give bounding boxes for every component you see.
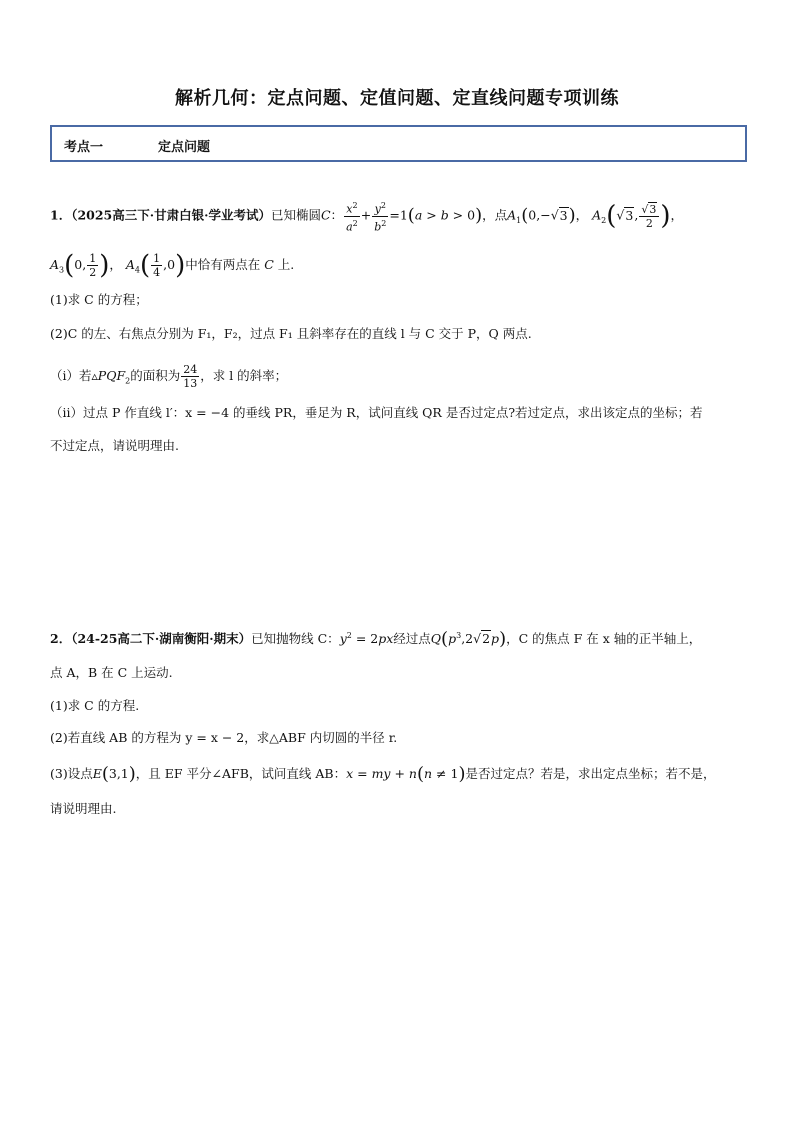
q1-var: C [320, 207, 331, 223]
q1-line1: 1．（2025高三下·甘肃白银·学业考试）已知椭圆C： $\frac{x^2}{a^2}$ + $\frac{y^2}{b^2}$ =1(a > b > 0)，点$A_1(0,-√3)$， $A_2(√3$, $\frac{√3}{2}$ )， [50, 201, 684, 234]
frac-1-4: $\frac{1}{4}$ [153, 252, 161, 279]
q1-sub-ii-line1: （ii）过点 P 作直线 l′：x = −4 的垂线 PR，垂足为 R，试问直线 QR 是否过定点?若过定点，求出该定点的坐标；若 [50, 405, 703, 420]
section-name: 定点问题 [158, 140, 211, 155]
q1-part1: (1)求 C 的方程； [50, 292, 148, 307]
q1-sub-i-pre: （i）若 [50, 368, 92, 383]
q2-number: 2． [50, 631, 72, 647]
q2-line1-tail: ，C 的焦点 F 在 x 轴的正半轴上， [506, 631, 702, 647]
q1-source: （2025高三下·甘肃白银·学业考试） [71, 207, 271, 223]
frac-1-2: $\frac{1}{2}$ [89, 252, 97, 279]
frac-x2-a2: $\frac{x^2}{a^2}$ [346, 201, 358, 234]
q2-source: （24-25高二下·湖南衡阳·期末） [71, 631, 252, 647]
q2-part3-mid: ，且 EF 平分∠AFB，试问直线 AB： [135, 766, 347, 781]
q1-part2: (2)C 的左、右焦点分别为 F₁，F₂，过点 F₁ 且斜率存在的直线 l 与 C 交于 P，Q 两点. [50, 326, 532, 341]
q2-part3: (3)设点E(3,1)，且 EF 平分∠AFB，试问直线 AB：x = my + n(n ≠ 1)是否过定点？若是，求出定点坐标；若不是， [50, 763, 716, 785]
q2-part3-line2: 请说明理由. [50, 801, 117, 816]
q1-number: 1． [50, 207, 72, 223]
q1-line2-tail: 中恰有两点在 [185, 257, 261, 272]
section-header-box [50, 125, 747, 162]
page-title: 解析几何：定点问题、定值问题、定直线问题专项训练 [175, 88, 619, 109]
q2-line2: 点 A，B 在 C 上运动. [50, 665, 173, 680]
frac-sqrt3-2: $\frac{√3}{2}$ [639, 203, 659, 230]
frac-24-13: $\frac{24}{13}$ [183, 363, 198, 390]
q1-line2: $A_3(0$, $\frac{1}{2}$ )， $A_4$( $\frac{1}{4}$ ,0)中恰有两点在 C 上. [50, 250, 295, 281]
q1-sub-i-post: ，求 l 的斜率； [200, 368, 288, 383]
section-label: 考点一 [64, 140, 104, 155]
q2-part3-post: 是否过定点？若是，求出定点坐标；若不是， [465, 766, 716, 781]
q2-part1: (1)求 C 的方程. [50, 698, 140, 713]
q1-sub-ii-line2: 不过定点，请说明理由. [50, 438, 179, 453]
q1-line2-end: 上. [277, 257, 295, 272]
q2-line1: 2．（24-25高二下·湖南衡阳·期末）已知抛物线 C：$y^2 = 2px$经过点$Q(p^3,2√2p)$，C 的焦点 F 在 x 轴的正半轴上， [50, 628, 702, 650]
q2-part3-pre: (3)设点 [50, 766, 93, 781]
q1-intro: 已知椭圆 [270, 207, 321, 223]
q2-part2: (2)若直线 AB 的方程为 y = x − 2，求△ABF 内切圆的半径 r. [50, 730, 398, 745]
q1-sub-i: （i）若$▵PQF_2$的面积为 $\frac{24}{13}$ ，求 l 的斜率； [50, 363, 288, 390]
q1-point-word: 点 [494, 207, 508, 223]
q2-intro: 已知抛物线 C： [251, 631, 340, 647]
frac-y2-b2: $\frac{y^2}{b^2}$ [374, 201, 387, 234]
